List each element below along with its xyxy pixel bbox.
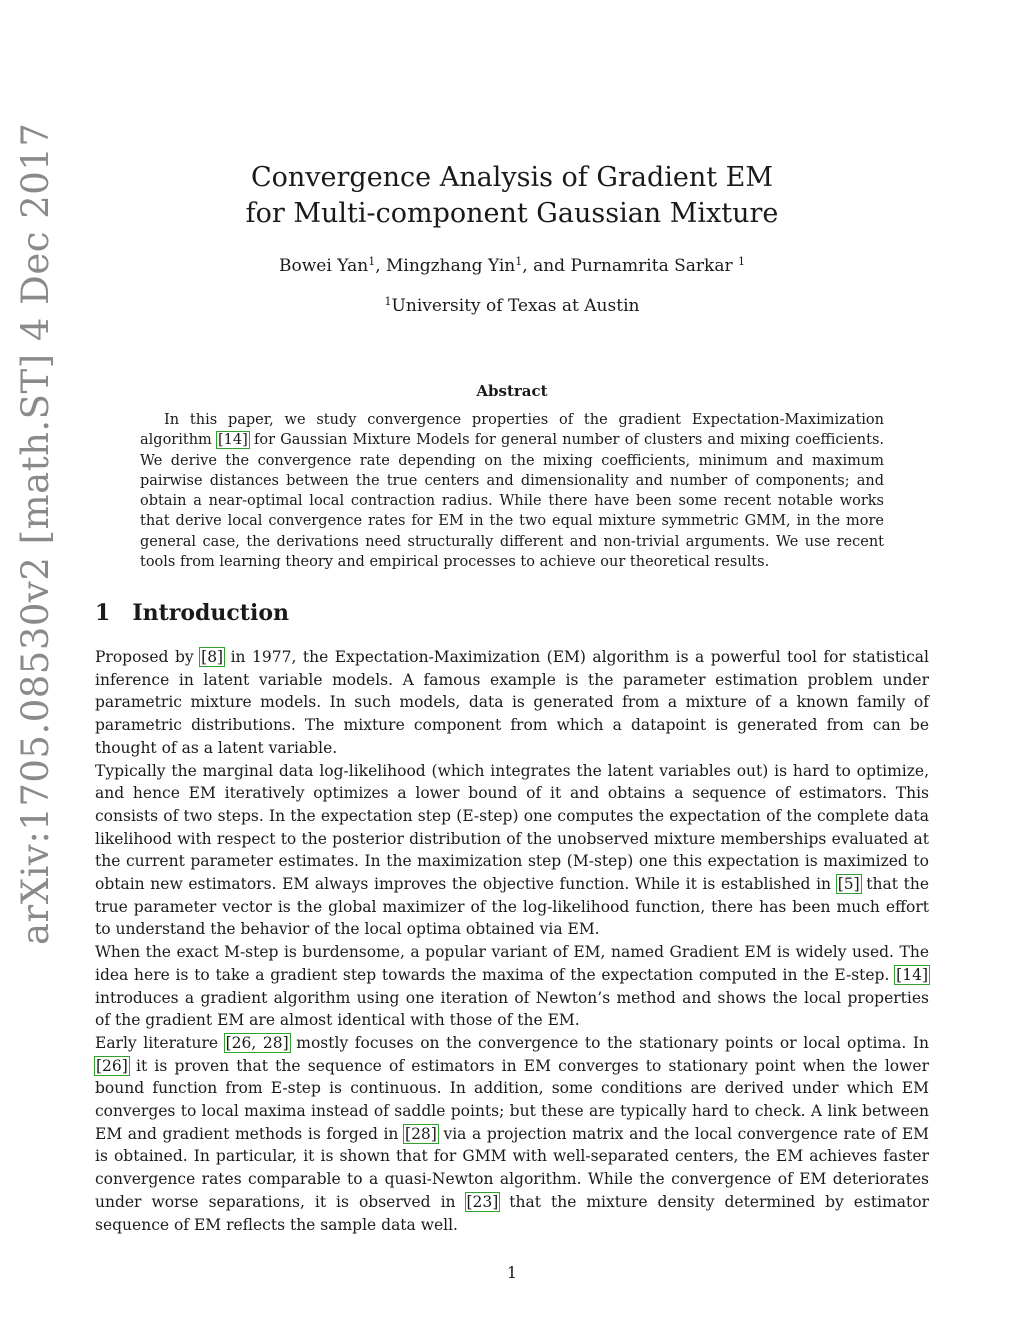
text-run: that the mixture density determined by estimator sequence of EM reflects the sample data well. xyxy=(95,1192,929,1234)
citation-link[interactable]: [14] xyxy=(896,965,928,984)
author-name: Bowei Yan xyxy=(279,256,369,276)
section-number: 1 xyxy=(95,600,111,626)
paragraph xyxy=(95,760,929,942)
affiliation-name: University of Texas at Austin xyxy=(391,296,640,316)
paragraph xyxy=(95,941,929,1032)
title-line-2: for Multi-component Gaussian Mixture xyxy=(245,198,779,229)
text-run: for Gaussian Mixture Models for general number of clusters and mixing coefficients. We derive the convergence rate depending on the mixing coefficients, minimum and maximum pairwise distances between the true centers and dimensionality and number of components; and obtain a near-optimal local contraction radius. While there have been some recent notable works that derive local convergence rates for EM in the two equal mixture symmetric GMM, in the more general case, the derivations need structurally different and non-trivial arguments. We use recent tools from learning theory and empirical processes to achieve our theoretical results. xyxy=(140,432,884,571)
affiliation-mark: 1 xyxy=(737,255,745,268)
text-run: Typically the marginal data log-likelihood (which integrates the latent variables out) is hard to optimize, and hence EM iteratively optimizes a lower bound of it and obtains a sequence of estimators. This consists of two steps. In the expectation step (E-step) one computes the expectation of the complete data likelihood with respect to the posterior distribution of the unobserved mixture memberships evaluated at the current parameter estimates. In the maximization step (M-step) one this expectation is maximized to obtain new estimators. EM always improves the objective function. While it is established in xyxy=(95,761,929,894)
page-number: 1 xyxy=(506,1263,518,1282)
author-list xyxy=(150,256,874,276)
paragraph xyxy=(95,1032,929,1236)
citation-link[interactable]: [8] xyxy=(201,648,224,666)
citation-link[interactable]: [14] xyxy=(218,432,248,449)
affiliation-mark: 1 xyxy=(368,255,376,268)
text-run: it is proven that the sequence of estimators in EM converges to stationary point when the lower bound function from E-step is continuous. In addition, some conditions are derived under which EM converges to local maxima instead of saddle points; but these are typically hard to check. A link between EM and gradient methods is forged in xyxy=(95,1056,929,1143)
text-run: Early literature xyxy=(95,1033,225,1052)
author-separator: , and xyxy=(522,256,571,276)
paper-title xyxy=(150,160,874,232)
abstract-text xyxy=(140,410,884,572)
author-name: Purnamrita Sarkar xyxy=(570,256,738,276)
title-line-1: Convergence Analysis of Gradient EM xyxy=(250,162,774,193)
text-run: mostly focuses on the convergence to the stationary points or local optima. In xyxy=(289,1033,929,1052)
text-run: introduces a gradient algorithm using one iteration of Newton’s method and shows the local properties of the gradient EM are almost identical with those of the EM. xyxy=(95,988,929,1030)
citation-link[interactable]: [28] xyxy=(405,1124,437,1143)
citation-link[interactable]: [26] xyxy=(96,1056,128,1075)
citation-link[interactable]: [26, 28] xyxy=(225,1033,289,1052)
affiliation-mark: 1 xyxy=(515,255,523,268)
paragraph xyxy=(95,646,929,760)
section-heading xyxy=(95,600,289,626)
text-run: in 1977, the Expectation-Maximization (EM) algorithm is a powerful tool for statistical inference in latent variable models. A famous example is the parameter estimation problem under parametric mixture models. In such models, data is generated from a mixture of a known family of parametric distributions. The mixture component from which a datapoint is generated from can be thought of as a latent variable. xyxy=(95,648,929,757)
affiliation-mark: 1 xyxy=(384,295,392,308)
citation-link[interactable]: [5] xyxy=(837,875,860,894)
text-run: Proposed by xyxy=(95,648,201,666)
author-separator: , xyxy=(375,256,386,276)
citation-link[interactable]: [23] xyxy=(466,1192,499,1211)
text-run: In this paper, we study convergence properties of the gradient Expectation-Maximization algorithm xyxy=(140,412,884,449)
author-name: Mingzhang Yin xyxy=(386,256,516,276)
abstract-heading: Abstract xyxy=(476,382,548,400)
text-run: via a projection matrix and the local convergence rate of EM is obtained. In particular, it is shown that for GMM with well-separated centers, the EM achieves faster convergence rates comparable to a quasi-Newton algorithm. While the convergence of EM deteriorates under worse separations, it is observed in xyxy=(95,1124,930,1211)
text-run: that the true parameter vector is the global maximizer of the log-likelihood function, there has been much effort to understand the behavior of the local optima obtained via EM. xyxy=(95,875,930,939)
affiliation xyxy=(150,296,874,316)
arxiv-identifier-stamp: arXiv:1705.08530v2 [math.ST] 4 Dec 2017 xyxy=(14,122,57,945)
section-title: Introduction xyxy=(132,600,289,626)
body-text xyxy=(95,646,929,1236)
text-run: When the exact M-step is burdensome, a popular variant of EM, named Gradient EM is widely used. The idea here is to take a gradient step towards the maxima of the expectation computed in the E-step. xyxy=(95,943,929,984)
